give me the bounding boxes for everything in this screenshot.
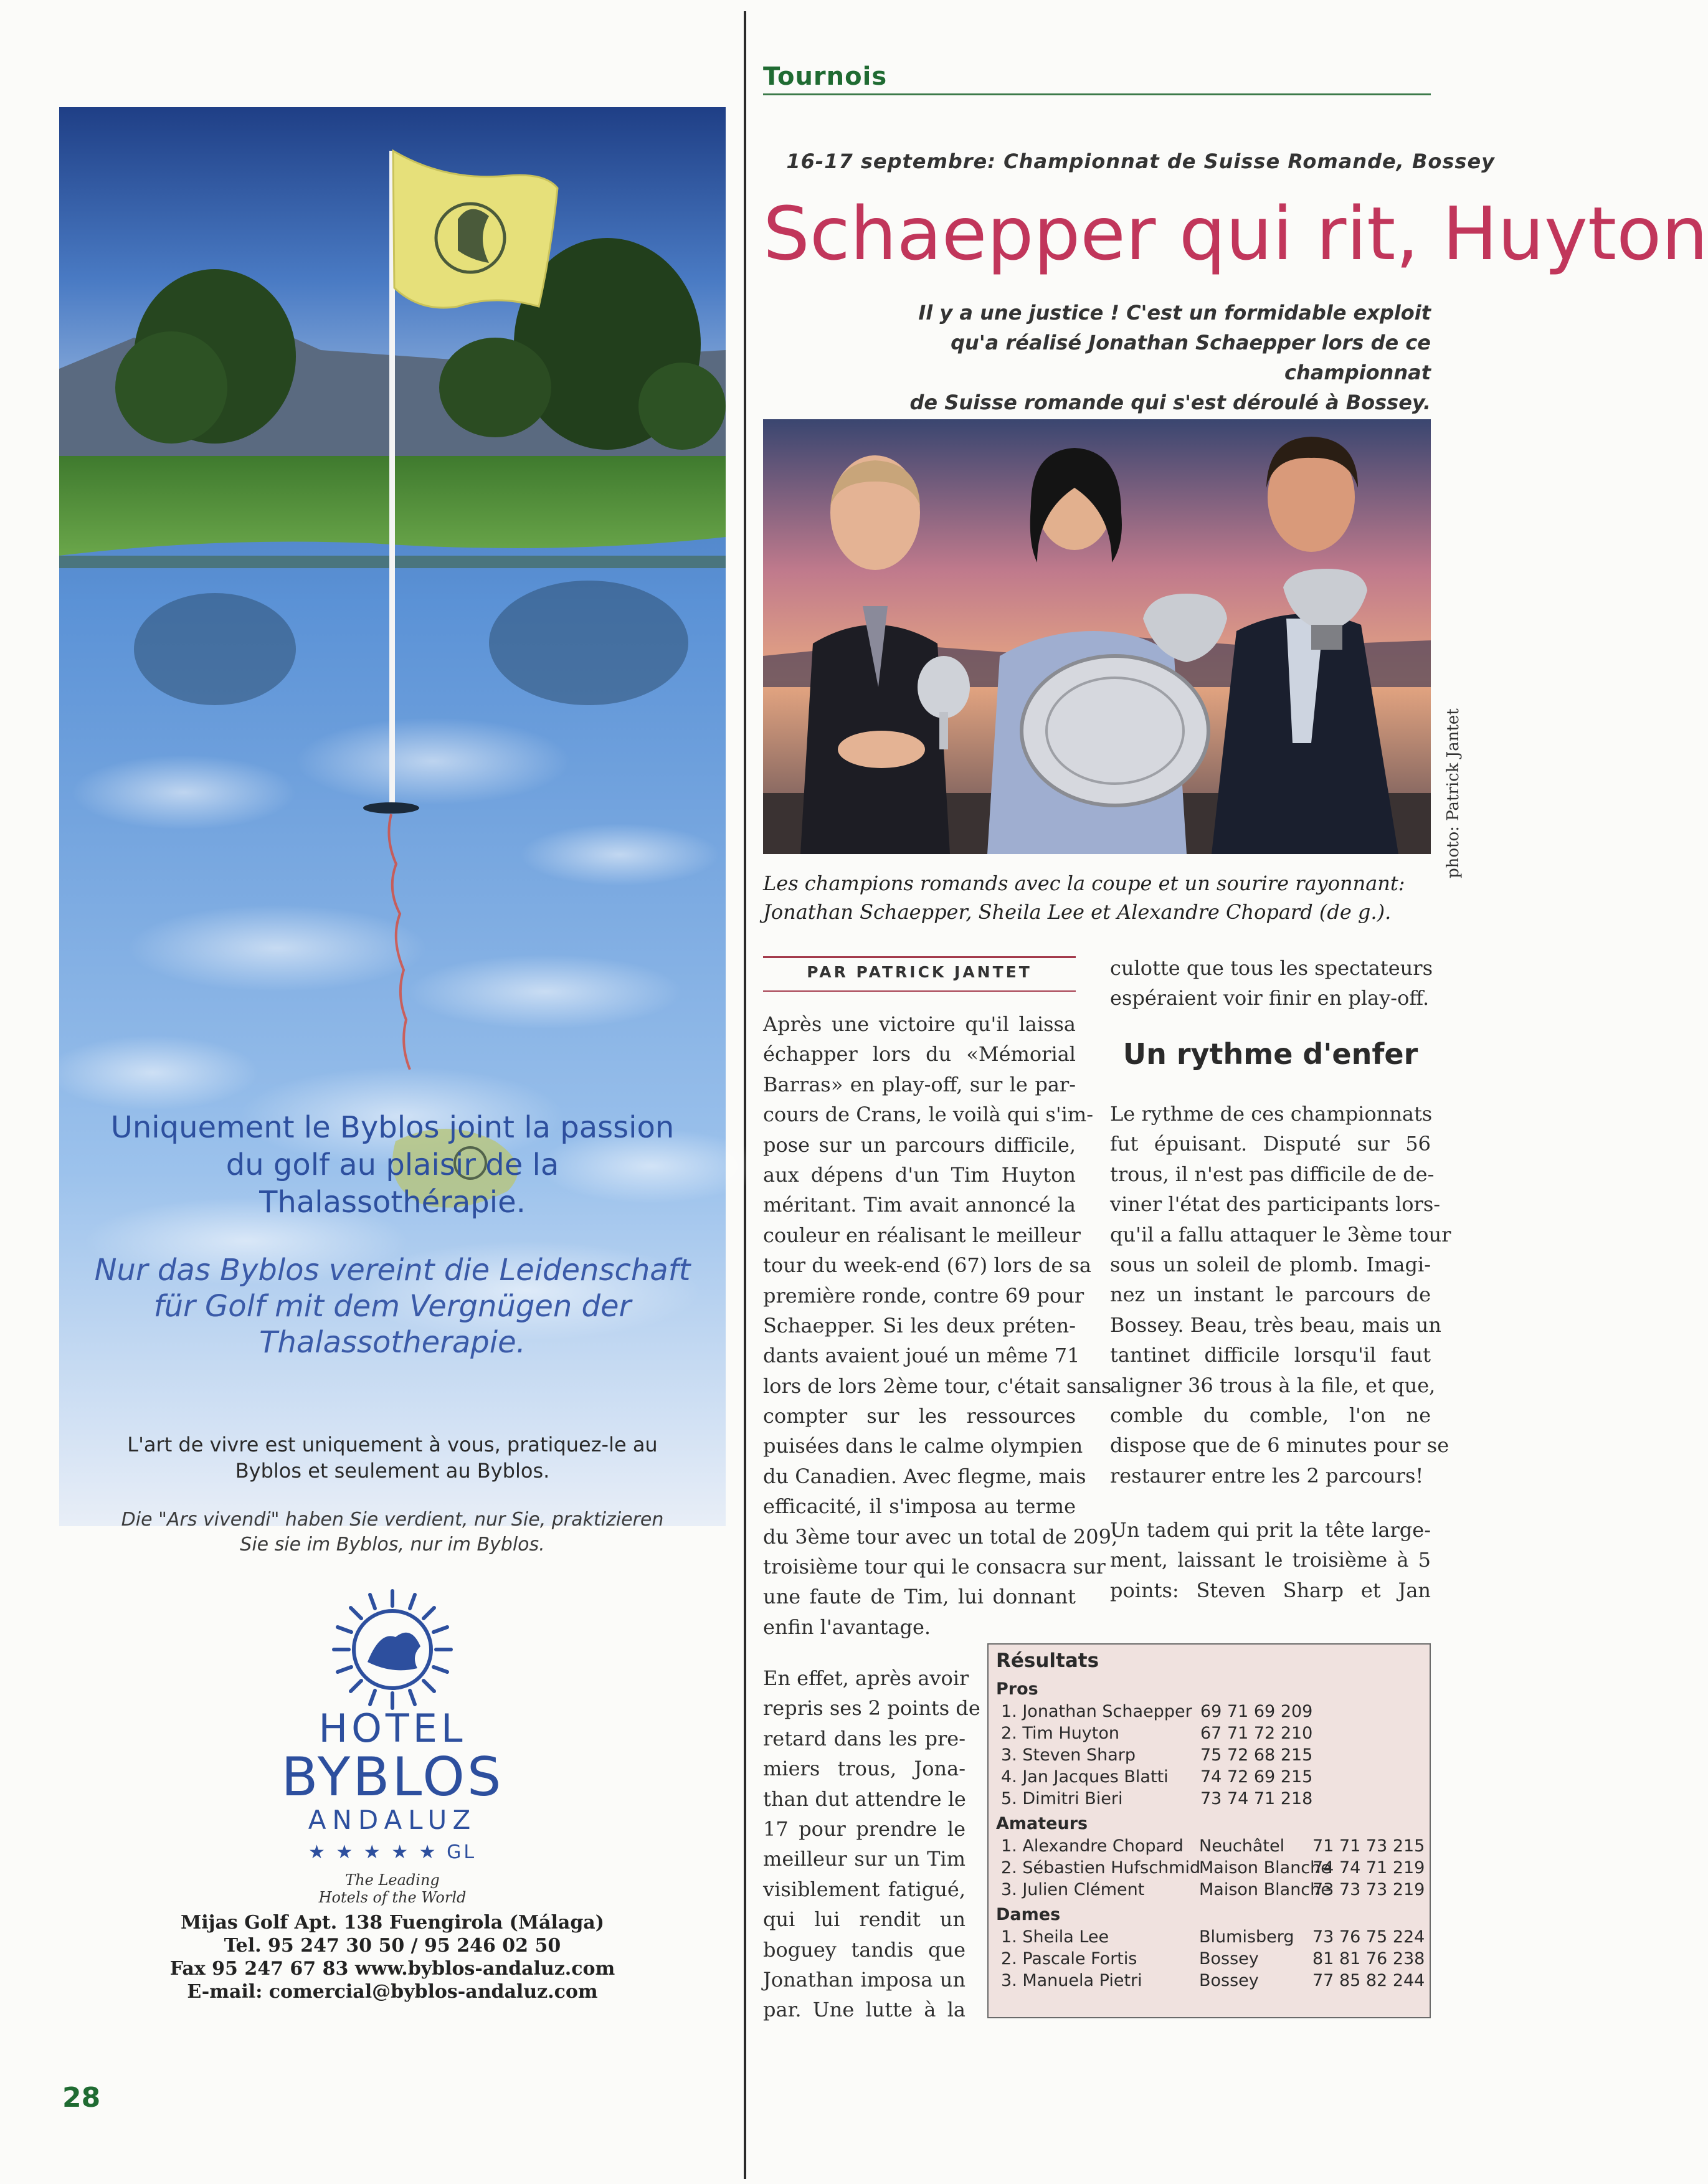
- body-line: En effet, après avoir: [763, 1666, 969, 1690]
- body-line: troisième tour qui le consacra sur: [763, 1555, 1106, 1579]
- page-number: 28: [62, 2082, 101, 2114]
- article-column-2-top: [1110, 953, 1431, 1014]
- player-name: 2. Tim Huyton: [1001, 1724, 1120, 1743]
- body-line: Jonathan imposa un: [763, 1967, 965, 1992]
- body-line: enfin l'avantage.: [763, 1615, 931, 1639]
- player-scores: 74 74 71 219: [1312, 1858, 1425, 1878]
- player-scores: 73 74 71 218: [1200, 1789, 1313, 1808]
- player-name: 3. Julien Clément: [1001, 1880, 1145, 1899]
- ad-slogan-german: [69, 1252, 716, 1360]
- ad-slogan-de-line: für Golf mit dem Vergnügen der: [153, 1289, 632, 1324]
- ad-slogan-fr-line: Thalassothérapie.: [259, 1185, 526, 1220]
- player-name: 3. Manuela Pietri: [1001, 1971, 1142, 1990]
- player-scores: 73 76 75 224: [1312, 1927, 1425, 1947]
- body-line: lors de lors 2ème tour, c'était sans: [763, 1374, 1112, 1398]
- article-kicker: 16-17 septembre: Championnat de Suisse Romande, Bossey: [786, 150, 1495, 173]
- ad-slogan-de-line: Nur das Byblos vereint die Leidenschaft: [94, 1253, 691, 1288]
- player-club: Bossey: [1199, 1971, 1259, 1990]
- body-line: nez un instant le parcours de: [1110, 1283, 1431, 1307]
- ad-slogan-fr-line: du golf au plaisir de la: [225, 1147, 559, 1182]
- player-scores: 77 85 82 244: [1312, 1971, 1425, 1990]
- body-line: restaurer entre les 2 parcours!: [1110, 1463, 1424, 1488]
- body-line: couleur en réalisant le meilleur: [763, 1223, 1081, 1247]
- ad-tagline-de-line: Sie sie im Byblos, nur im Byblos.: [240, 1534, 545, 1555]
- player-name: 5. Dimitri Bieri: [1001, 1789, 1123, 1808]
- body-line: Schaepper. Si les deux préten-: [763, 1313, 1076, 1337]
- ad-tagline-fr-line: Byblos et seulement au Byblos.: [235, 1459, 550, 1483]
- photo-caption-line: Les champions romands avec la coupe et un sourire rayonnant:: [763, 871, 1405, 895]
- contact-email: E-mail: comercial@byblos-andaluz.com: [187, 1981, 598, 2003]
- body-line: meilleur sur un Tim: [763, 1847, 965, 1871]
- player-scores: 69 71 69 209: [1200, 1702, 1313, 1721]
- body-line: sous un soleil de plomb. Imagi-: [1110, 1252, 1431, 1276]
- player-name: 1. Jonathan Schaepper: [1001, 1702, 1192, 1721]
- body-line: points: Steven Sharp et Jan: [1110, 1578, 1431, 1602]
- results-title: Résultats: [996, 1650, 1099, 1672]
- player-scores: 67 71 72 210: [1200, 1724, 1313, 1743]
- player-name: 2. Sébastien Hufschmid: [1001, 1858, 1201, 1878]
- player-club: Maison Blanche: [1199, 1858, 1331, 1878]
- article-lede: [810, 298, 1431, 417]
- player-name: 1. Alexandre Chopard: [1001, 1836, 1184, 1856]
- ad-tagline-french: [100, 1431, 685, 1484]
- player-club: Blumisberg: [1199, 1927, 1294, 1947]
- body-line: cours de Crans, le voilà qui s'im-: [763, 1103, 1094, 1127]
- results-group-heading: Pros: [996, 1679, 1038, 1699]
- body-line: aligner 36 trous à la file, et que,: [1110, 1373, 1436, 1397]
- body-line: than dut attendre le: [763, 1787, 966, 1811]
- ad-slogan-de-line: Thalassotherapie.: [259, 1325, 526, 1360]
- player-scores: 71 71 73 215: [1312, 1836, 1425, 1856]
- section-label: Tournois: [763, 62, 888, 91]
- section-rule: [763, 93, 1431, 95]
- body-line: tantinet difficile lorsqu'il faut: [1110, 1343, 1431, 1367]
- player-name: 1. Sheila Lee: [1001, 1927, 1109, 1947]
- body-line: compter sur les ressources: [763, 1404, 1076, 1428]
- body-line: visiblement fatigué,: [763, 1877, 965, 1901]
- contact-fax-web: Fax 95 247 67 83 www.byblos-andaluz.com: [169, 1958, 615, 1980]
- player-name: 4. Jan Jacques Blatti: [1001, 1767, 1169, 1787]
- body-line: par. Une lutte à la: [763, 1998, 965, 2022]
- body-line: tour du week-end (67) lors de sa: [763, 1253, 1091, 1278]
- body-line: dispose que de 6 minutes pour se: [1110, 1433, 1449, 1458]
- player-scores: 74 72 69 215: [1200, 1767, 1313, 1787]
- body-line: qu'il a fallu attaquer le 3ème tour: [1110, 1222, 1451, 1246]
- body-line: puisées dans le calme olympien: [763, 1434, 1083, 1458]
- body-line: efficacité, il s'imposa au terme: [763, 1494, 1076, 1519]
- contact-address: Mijas Golf Apt. 138 Fuengirola (Málaga): [181, 1912, 604, 1934]
- body-line: fut épuisant. Disputé sur 56: [1110, 1132, 1431, 1156]
- player-name: 3. Steven Sharp: [1001, 1745, 1136, 1765]
- body-line: aux dépens d'un Tim Huyton: [763, 1162, 1076, 1187]
- champions-photo: [763, 419, 1431, 854]
- hotel-logo-line3: ANDALUZ: [308, 1805, 477, 1835]
- body-line: 17 pour prendre le: [763, 1816, 965, 1841]
- body-line: Un tadem qui prit la tête large-: [1110, 1518, 1431, 1542]
- article-column-2: [1110, 1099, 1451, 1491]
- ad-slogan-fr-line: Uniquement le Byblos joint la passion: [110, 1110, 675, 1145]
- body-line: repris ses 2 points de: [763, 1696, 980, 1721]
- body-line: du 3ème tour avec un total de 209,: [763, 1524, 1118, 1549]
- body-line: boguey tandis que: [763, 1937, 965, 1962]
- lede-line: qu'a réalisé Jonathan Schaepper lors de ce championnat: [951, 331, 1431, 384]
- ad-tagline-fr-line: L'art de vivre est uniquement à vous, pratiquez-le au: [127, 1433, 658, 1456]
- body-line: dants avaient joué un même 71: [763, 1344, 1080, 1368]
- body-line: une faute de Tim, lui donnant: [763, 1585, 1076, 1609]
- article-column-1-continued: [763, 1663, 980, 2025]
- player-club: Neuchâtel: [1199, 1836, 1285, 1856]
- ad-tagline-de-line: Die "Ars vivendi" haben Sie verdient, nur Sie, praktizieren: [121, 1509, 664, 1531]
- body-line: du Canadien. Avec flegme, mais: [763, 1464, 1086, 1488]
- article-byline: PAR PATRICK JANTET: [807, 963, 1032, 981]
- player-scores: 81 81 76 238: [1312, 1949, 1425, 1968]
- hotel-stars-rating: ★ ★ ★ ★ ★ GL: [308, 1841, 477, 1863]
- body-line: Bossey. Beau, très beau, mais un: [1110, 1313, 1441, 1337]
- byline-rule: [763, 990, 1076, 992]
- body-line: Barras» en play-off, sur le par-: [763, 1072, 1076, 1096]
- body-line: Après une victoire qu'il laissa: [763, 1012, 1076, 1036]
- results-table: [987, 1643, 1431, 2018]
- ad-tagline-german: [100, 1507, 685, 1557]
- photo-caption-line: Jonathan Schaepper, Sheila Lee et Alexandre Chopard (de g.).: [763, 900, 1392, 924]
- ad-slogan-french: [69, 1109, 716, 1221]
- body-line: qui lui rendit un: [763, 1907, 965, 1932]
- body-line: pose sur un parcours difficile,: [763, 1132, 1076, 1157]
- hotel-logo-seal-icon: [330, 1587, 455, 1712]
- hotel-logo-line2: BYBLOS: [281, 1746, 504, 1808]
- results-group-heading: Amateurs: [996, 1814, 1088, 1833]
- player-club: Bossey: [1199, 1949, 1259, 1968]
- article-headline: Schaepper qui rit, Huyton: [763, 191, 1708, 277]
- body-line: culotte que tous les spectateurs: [1110, 956, 1433, 980]
- article-column-1: [763, 1009, 1118, 1642]
- lede-line: Il y a une justice ! C'est un formidable exploit: [918, 301, 1431, 325]
- hotel-contact-block: [100, 1911, 685, 2003]
- player-name: 2. Pascale Fortis: [1001, 1949, 1137, 1968]
- player-scores: 75 72 68 215: [1200, 1745, 1313, 1765]
- page-gutter-rule: [744, 11, 746, 2179]
- leading-hotels-line1: The Leading: [345, 1871, 440, 1889]
- body-line: trous, il n'est pas difficile de de-: [1110, 1162, 1435, 1186]
- leading-hotels-line2: Hotels of the World: [318, 1889, 467, 1906]
- hotel-logo-line1: HOTEL: [318, 1706, 467, 1751]
- body-line: Le rythme de ces championnats: [1110, 1102, 1433, 1126]
- body-line: ment, laissant le troisième à 5: [1110, 1548, 1431, 1572]
- body-line: viner l'état des participants lors-: [1110, 1192, 1441, 1217]
- results-group-heading: Dames: [996, 1905, 1061, 1924]
- article-column-2-bottom: [1110, 1515, 1431, 1605]
- body-line: échapper lors du «Mémorial: [763, 1042, 1076, 1066]
- byline-rule: [763, 956, 1076, 958]
- player-club: Maison Blanche: [1199, 1880, 1331, 1899]
- lede-line: de Suisse romande qui s'est déroulé à Bossey.: [909, 391, 1431, 414]
- body-line: comble du comble, l'on ne: [1110, 1403, 1431, 1427]
- body-line: retard dans les pre-: [763, 1726, 965, 1750]
- player-scores: 73 73 73 219: [1312, 1880, 1425, 1899]
- body-line: méritant. Tim avait annoncé la: [763, 1193, 1076, 1217]
- body-line: espéraient voir finir en play-off.: [1110, 986, 1430, 1010]
- contact-phone: Tel. 95 247 30 50 / 95 246 02 50: [224, 1935, 561, 1957]
- body-line: miers trous, Jona-: [763, 1757, 965, 1781]
- body-line: première ronde, contre 69 pour: [763, 1283, 1084, 1308]
- photo-credit: photo: Patrick Jantet: [1444, 708, 1463, 878]
- article-subhead: Un rythme d'enfer: [1122, 1037, 1418, 1071]
